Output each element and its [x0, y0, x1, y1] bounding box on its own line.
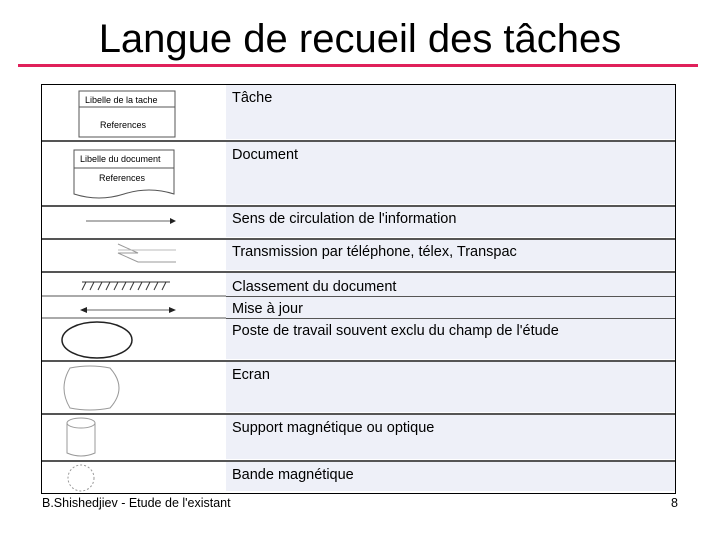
row-description: Support magnétique ou optique	[232, 420, 435, 436]
description-cell	[226, 240, 675, 270]
table-row	[42, 85, 675, 141]
hatched-line-icon	[82, 282, 170, 290]
document-label: Libelle du document	[80, 154, 161, 164]
row-description: Transmission par téléphone, télex, Transpac	[232, 244, 517, 260]
task-box-references: References	[100, 120, 147, 130]
table-row	[42, 362, 675, 414]
title-rule	[18, 64, 698, 67]
tape-circle-icon	[42, 462, 226, 493]
document-icon	[42, 142, 226, 206]
screen-icon	[42, 362, 226, 414]
symbol-table	[41, 84, 676, 494]
cylinder-icon	[42, 415, 226, 461]
symbol-cell	[42, 415, 226, 459]
ellipse-icon	[62, 322, 132, 358]
description-cell	[226, 362, 675, 412]
table-row	[42, 207, 675, 239]
row-description: Sens de circulation de l'information	[232, 211, 457, 227]
description-cell	[226, 142, 675, 204]
description-cell	[226, 462, 675, 491]
symbol-cell	[42, 273, 226, 359]
description-cell	[226, 273, 675, 359]
row-description: Poste de travail souvent exclu du champ de l'étude	[232, 323, 559, 339]
task-box-icon	[42, 85, 226, 141]
description-cell	[226, 85, 675, 139]
arrow-right-icon	[42, 207, 226, 239]
row-description: Mise à jour	[232, 301, 303, 317]
table-row	[42, 240, 675, 272]
row-description: Bande magnétique	[232, 467, 354, 483]
lightning-icon	[42, 240, 226, 272]
table-row	[42, 273, 675, 361]
symbol-cell	[42, 240, 226, 270]
row-description: Classement du document	[232, 279, 397, 295]
description-cell	[226, 415, 675, 459]
symbol-cell	[42, 142, 226, 204]
table-row	[42, 415, 675, 461]
row-description: Document	[232, 147, 299, 163]
page-number: 8	[671, 496, 678, 510]
double-arrow-icon	[80, 307, 176, 313]
task-box-label: Libelle de la tache	[85, 95, 158, 105]
page-title: Langue de recueil des tâches	[98, 17, 622, 61]
row-description: Ecran	[232, 367, 270, 383]
table-row	[42, 462, 675, 493]
description-cell	[226, 207, 675, 237]
document-references: References	[99, 173, 146, 183]
symbol-cell	[42, 462, 226, 491]
table-row	[42, 142, 675, 206]
symbol-cell	[42, 85, 226, 139]
symbol-cell	[42, 362, 226, 412]
symbol-cell	[42, 207, 226, 237]
classement-symbols	[42, 273, 226, 361]
row-description: Tâche	[232, 90, 273, 106]
footer-author: B.Shishedjiev - Etude de l'existant	[42, 496, 231, 510]
